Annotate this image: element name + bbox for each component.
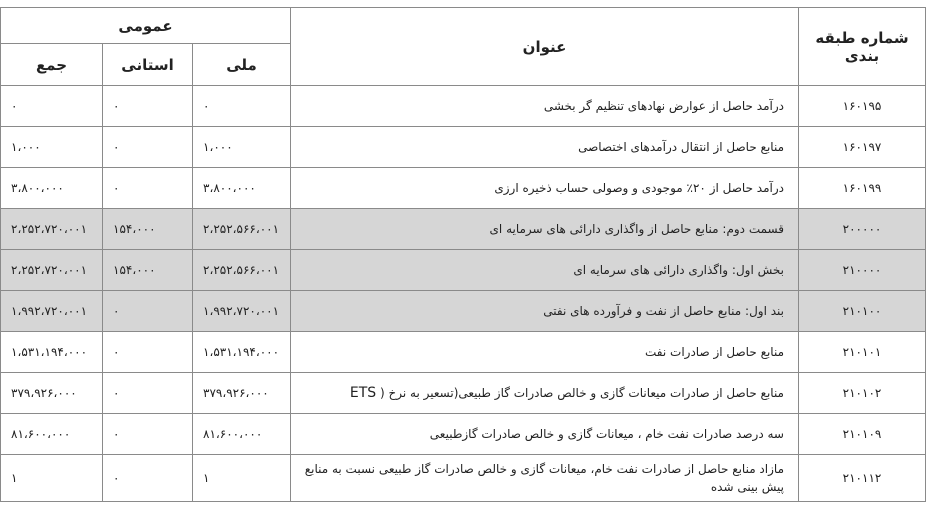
provincial-cell-text: ۰ — [113, 99, 120, 113]
provincial-cell — [103, 209, 193, 250]
title-cell-text: درآمد حاصل از ۲۰٪ موجودی و وصولی حساب ذخیره ارزی — [494, 181, 784, 195]
national-cell — [193, 86, 291, 127]
national-cell — [193, 250, 291, 291]
total-cell — [1, 455, 103, 502]
title-cell — [291, 86, 799, 127]
national-cell-text: ۱ — [203, 471, 210, 485]
code-cell-text: ۲۱۰۱۱۲ — [842, 471, 882, 485]
code-cell-text: ۲۱۰۱۰۱ — [842, 345, 882, 359]
code-cell — [799, 373, 926, 414]
title-cell — [291, 414, 799, 455]
national-cell — [193, 168, 291, 209]
provincial-cell-text: ۰ — [113, 140, 120, 154]
provincial-cell-text: ۱۵۴،۰۰۰ — [113, 263, 156, 277]
title-cell-text: قسمت دوم: منابع حاصل از واگذاری دارائی های سرمایه ای — [489, 222, 784, 236]
code-column-header: شماره طبقه بندی — [799, 8, 926, 86]
provincial-cell-text: ۰ — [113, 304, 120, 318]
total-cell — [1, 332, 103, 373]
provincial-cell — [103, 332, 193, 373]
title-column-header: عنوان — [291, 8, 799, 86]
total-cell-text: ۲،۲۵۲،۷۲۰،۰۰۱ — [11, 222, 88, 236]
code-cell — [799, 414, 926, 455]
provincial-column-header: استانی — [103, 44, 193, 86]
provincial-cell-text: ۰ — [113, 471, 120, 485]
national-cell — [193, 209, 291, 250]
table-row — [1, 168, 926, 209]
title-cell — [291, 332, 799, 373]
title-cell — [291, 168, 799, 209]
total-column-header: جمع — [1, 44, 103, 86]
provincial-cell — [103, 373, 193, 414]
national-cell-text: ۳،۸۰۰،۰۰۰ — [203, 181, 256, 195]
title-cell-text: درآمد حاصل از عوارض نهادهای تنظیم گر بخشی — [543, 99, 784, 113]
table-row — [1, 414, 926, 455]
title-cell — [291, 373, 799, 414]
total-cell — [1, 373, 103, 414]
national-cell-text: ۰ — [203, 99, 210, 113]
title-cell — [291, 250, 799, 291]
national-cell — [193, 127, 291, 168]
title-cell-text: بخش اول: واگذاری دارائی های سرمایه ای — [573, 263, 784, 277]
national-cell — [193, 414, 291, 455]
title-cell-text: منابع حاصل از انتقال درآمدهای اختصاصی — [578, 140, 784, 154]
total-cell-text: ۱،۰۰۰ — [11, 140, 41, 154]
ets-label: ETS — [349, 385, 377, 401]
table-row — [1, 209, 926, 250]
code-cell — [799, 332, 926, 373]
national-cell-text: ۱،۵۳۱،۱۹۴،۰۰۰ — [203, 345, 280, 359]
national-cell — [193, 291, 291, 332]
title-cell — [291, 291, 799, 332]
total-cell — [1, 168, 103, 209]
total-cell-text: ۱،۹۹۲،۷۲۰،۰۰۱ — [11, 304, 88, 318]
code-cell — [799, 168, 926, 209]
provincial-cell — [103, 86, 193, 127]
code-cell-text: ۲۱۰۱۰۲ — [842, 386, 882, 400]
provincial-cell — [103, 414, 193, 455]
code-cell — [799, 291, 926, 332]
provincial-cell — [103, 291, 193, 332]
title-cell-text: منابع حاصل از صادرات میعانات گازی و خالص صادرات گاز طبیعی(تسعیر به نرخ ( — [376, 386, 784, 400]
provincial-cell-text: ۱۵۴،۰۰۰ — [113, 222, 156, 236]
national-cell — [193, 332, 291, 373]
title-cell-text: بند اول: منابع حاصل از نفت و فرآورده های نفتی — [543, 304, 784, 318]
national-cell — [193, 373, 291, 414]
total-cell — [1, 291, 103, 332]
table-row — [1, 373, 926, 414]
code-cell-text: ۲۰۰۰۰۰ — [842, 222, 882, 236]
code-cell-text: ۱۶۰۱۹۵ — [842, 99, 882, 113]
total-cell-text: ۸۱،۶۰۰،۰۰۰ — [11, 427, 71, 441]
budget-table — [0, 7, 926, 502]
public-group-header: عمومی — [1, 8, 291, 44]
table-row — [1, 455, 926, 502]
national-cell-text: ۲،۲۵۲،۵۶۶،۰۰۱ — [203, 263, 280, 277]
title-cell-text: سه درصد صادرات نفت خام ، میعانات گازی و خالص صادرات گازطبیعی — [429, 427, 784, 441]
code-cell-text: ۲۱۰۰۰۰ — [842, 263, 882, 277]
total-cell-text: ۲،۲۵۲،۷۲۰،۰۰۱ — [11, 263, 88, 277]
table-row — [1, 291, 926, 332]
total-cell-text: ۱ — [11, 471, 18, 485]
code-cell — [799, 86, 926, 127]
national-cell-text: ۸۱،۶۰۰،۰۰۰ — [203, 427, 263, 441]
title-cell — [291, 455, 799, 502]
total-cell-text: ۳،۸۰۰،۰۰۰ — [11, 181, 64, 195]
total-cell-text: ۰ — [11, 99, 18, 113]
code-cell — [799, 250, 926, 291]
total-cell-text: ۱،۵۳۱،۱۹۴،۰۰۰ — [11, 345, 88, 359]
table-row — [1, 250, 926, 291]
national-cell-text: ۳۷۹،۹۲۶،۰۰۰ — [203, 386, 269, 400]
title-cell — [291, 209, 799, 250]
code-cell-text: ۱۶۰۱۹۷ — [842, 140, 882, 154]
code-cell-text: ۲۱۰۱۰۹ — [842, 427, 882, 441]
table-row — [1, 332, 926, 373]
title-cell-text: منابع حاصل از صادرات نفت — [645, 345, 784, 359]
total-cell-text: ۳۷۹،۹۲۶،۰۰۰ — [11, 386, 77, 400]
provincial-cell-text: ۰ — [113, 386, 120, 400]
national-cell-text: ۱،۰۰۰ — [203, 140, 233, 154]
table-row — [1, 86, 926, 127]
code-cell-text: ۲۱۰۱۰۰ — [842, 304, 882, 318]
provincial-cell — [103, 127, 193, 168]
table-body — [1, 86, 926, 502]
header-row-top — [1, 8, 926, 44]
provincial-cell-text: ۰ — [113, 345, 120, 359]
total-cell — [1, 209, 103, 250]
total-cell — [1, 414, 103, 455]
national-cell — [193, 455, 291, 502]
table-row — [1, 127, 926, 168]
code-cell-text: ۱۶۰۱۹۹ — [842, 181, 882, 195]
total-cell — [1, 86, 103, 127]
title-cell-text: مازاد منابع حاصل از صادرات نفت خام، میعانات گازی و خالص صادرات گاز طبیعی نسبت به منابع پیش بینی شده — [304, 462, 784, 494]
provincial-cell — [103, 250, 193, 291]
provincial-cell — [103, 168, 193, 209]
code-cell — [799, 455, 926, 502]
national-cell-text: ۱،۹۹۲،۷۲۰،۰۰۱ — [203, 304, 280, 318]
national-column-header: ملی — [193, 44, 291, 86]
provincial-cell-text: ۰ — [113, 181, 120, 195]
provincial-cell-text: ۰ — [113, 427, 120, 441]
title-cell — [291, 127, 799, 168]
total-cell — [1, 127, 103, 168]
code-cell — [799, 127, 926, 168]
total-cell — [1, 250, 103, 291]
provincial-cell — [103, 455, 193, 502]
national-cell-text: ۲،۲۵۲،۵۶۶،۰۰۱ — [203, 222, 280, 236]
code-cell — [799, 209, 926, 250]
